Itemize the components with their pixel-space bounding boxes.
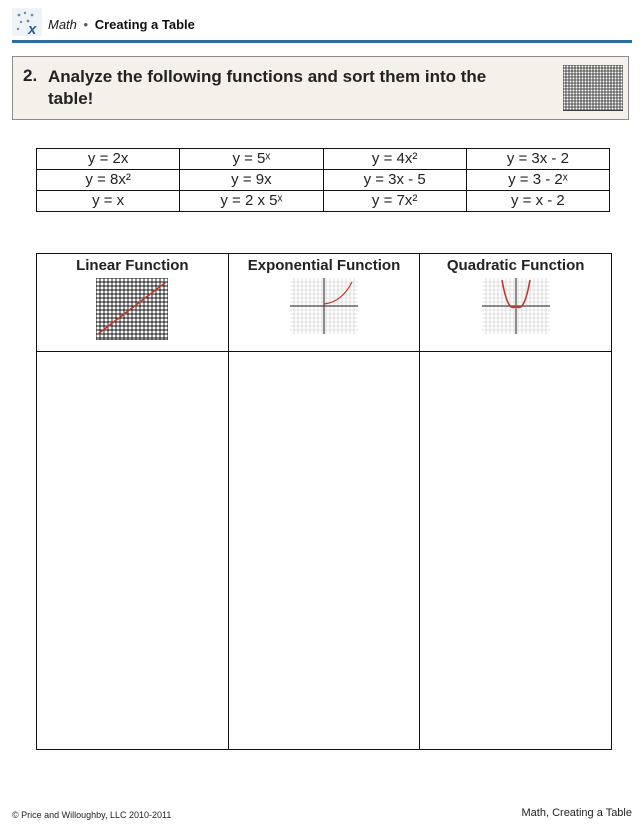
header-rule bbox=[12, 40, 632, 43]
function-cell: y = 3 - 2ˣ bbox=[466, 170, 609, 191]
question-number: 2. bbox=[23, 66, 38, 85]
column-linear bbox=[37, 254, 229, 352]
function-cell: y = 8x² bbox=[37, 170, 180, 191]
svg-text:x: x bbox=[28, 21, 37, 36]
column-exponential bbox=[228, 254, 420, 352]
question-box bbox=[12, 56, 629, 120]
function-cell: y = 9x bbox=[180, 170, 323, 191]
header-text bbox=[48, 17, 195, 32]
function-cell: y = 3x - 5 bbox=[323, 170, 466, 191]
column-quadratic bbox=[420, 254, 612, 352]
header-title: Creating a Table bbox=[94, 17, 195, 32]
column-title: Exponential Function bbox=[247, 257, 401, 274]
table-row bbox=[37, 191, 610, 212]
grid-icon bbox=[563, 65, 623, 111]
header-subject: Math bbox=[48, 17, 77, 32]
column-title: Linear Function bbox=[76, 257, 189, 274]
page-header bbox=[12, 8, 632, 42]
quadratic-graph-icon bbox=[482, 278, 550, 334]
linear-graph-icon bbox=[96, 278, 168, 340]
function-cell: y = 3x - 2 bbox=[466, 149, 609, 170]
sort-table bbox=[36, 253, 612, 750]
quadratic-answer-area[interactable] bbox=[420, 352, 612, 750]
function-cell: y = x bbox=[37, 191, 180, 212]
header-separator: • bbox=[83, 17, 89, 32]
function-cell: y = 7x² bbox=[323, 191, 466, 212]
footer-title: Math, Creating a Table bbox=[521, 807, 632, 819]
table-row bbox=[37, 170, 610, 191]
function-cell: y = 5ˣ bbox=[180, 149, 323, 170]
math-logo-icon bbox=[12, 8, 42, 36]
question-text: Analyze the following functions and sort them into the table! bbox=[48, 67, 487, 108]
linear-answer-area[interactable] bbox=[37, 352, 229, 750]
column-title: Quadratic Function bbox=[446, 257, 585, 274]
exponential-graph-icon bbox=[290, 278, 358, 334]
table-row bbox=[37, 149, 610, 170]
function-cell: y = 4x² bbox=[323, 149, 466, 170]
function-cell: y = 2x bbox=[37, 149, 180, 170]
functions-table bbox=[36, 148, 610, 212]
footer-copyright: © Price and Willoughby, LLC 2010-2011 bbox=[12, 810, 172, 820]
function-cell: y = x - 2 bbox=[466, 191, 609, 212]
function-cell: y = 2 x 5ˣ bbox=[180, 191, 323, 212]
exponential-answer-area[interactable] bbox=[228, 352, 420, 750]
